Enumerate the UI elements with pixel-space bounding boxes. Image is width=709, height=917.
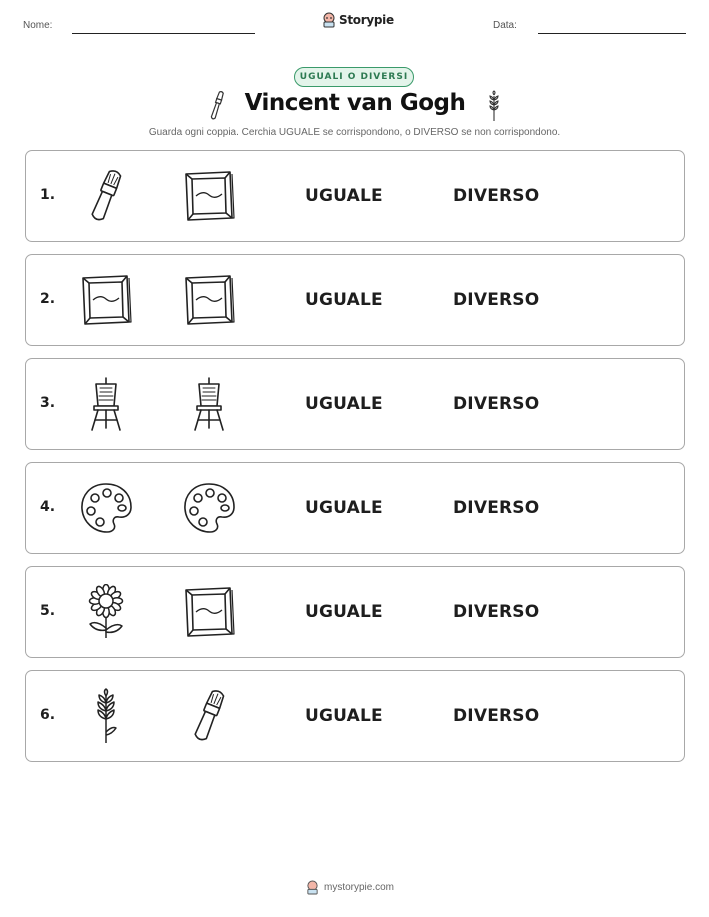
question-number: 6.: [40, 707, 56, 723]
storypie-mascot-icon: [322, 12, 336, 28]
brand-name: Storypie: [339, 13, 394, 27]
name-field-line[interactable]: [72, 33, 255, 34]
question-number: 5.: [40, 603, 56, 619]
picture-frame-icon: [181, 584, 237, 640]
question-row: [25, 462, 685, 554]
paintbrush-icon: [181, 688, 237, 744]
palette-icon: [181, 480, 237, 536]
easel-icon: [181, 376, 237, 432]
uguale-option[interactable]: UGUALE: [305, 706, 383, 726]
worksheet-type-badge: UGUALI O DIVERSI: [294, 67, 414, 87]
brand-logo: [322, 12, 394, 28]
wheat-icon: [484, 90, 504, 122]
sunflower-icon: [78, 584, 134, 640]
question-row: [25, 358, 685, 450]
question-number: 3.: [40, 395, 56, 411]
footer: [306, 880, 394, 895]
footer-website: mystorypie.com: [324, 882, 395, 893]
question-row: [25, 566, 685, 658]
question-row: [25, 254, 685, 346]
question-row: [25, 150, 685, 242]
uguale-option[interactable]: UGUALE: [305, 186, 383, 206]
diverso-option[interactable]: DIVERSO: [453, 394, 540, 414]
diverso-option[interactable]: DIVERSO: [453, 498, 540, 518]
question-list: [25, 150, 685, 774]
question-number: 2.: [40, 291, 56, 307]
date-field-line[interactable]: [538, 33, 686, 34]
wheat-icon: [78, 688, 134, 744]
question-row: [25, 670, 685, 762]
uguale-option[interactable]: UGUALE: [305, 498, 383, 518]
uguale-option[interactable]: UGUALE: [305, 602, 383, 622]
diverso-option[interactable]: DIVERSO: [453, 186, 540, 206]
picture-frame-icon: [181, 272, 237, 328]
picture-frame-icon: [78, 272, 134, 328]
storypie-mascot-icon: [306, 880, 319, 895]
name-label: Nome:: [23, 20, 53, 31]
picture-frame-icon: [181, 168, 237, 224]
question-number: 1.: [40, 187, 56, 203]
question-number: 4.: [40, 499, 56, 515]
date-label: Data:: [493, 20, 517, 31]
paintbrush-icon: [78, 168, 134, 224]
diverso-option[interactable]: DIVERSO: [453, 290, 540, 310]
paintbrush-icon: [207, 90, 227, 122]
diverso-option[interactable]: DIVERSO: [453, 706, 540, 726]
easel-icon: [78, 376, 134, 432]
page-title: Vincent van Gogh: [244, 90, 466, 116]
uguale-option[interactable]: UGUALE: [305, 394, 383, 414]
palette-icon: [78, 480, 134, 536]
diverso-option[interactable]: DIVERSO: [453, 602, 540, 622]
uguale-option[interactable]: UGUALE: [305, 290, 383, 310]
instructions: Guarda ogni coppia. Cerchia UGUALE se corrispondono, o DIVERSO se non corrispondono.: [148, 127, 561, 138]
